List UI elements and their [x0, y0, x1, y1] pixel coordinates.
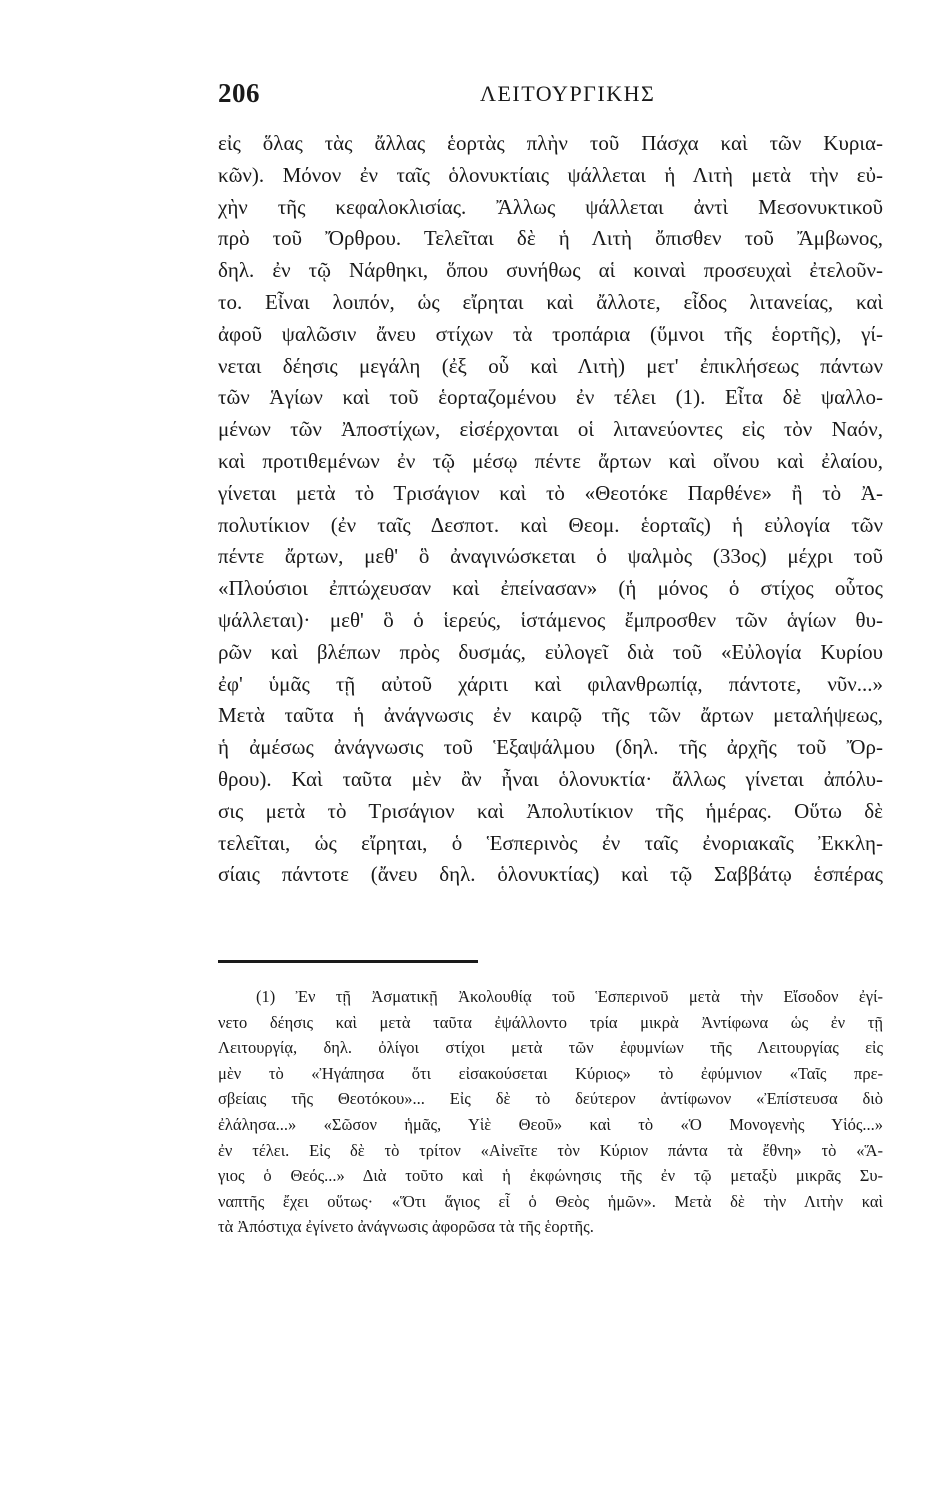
text-line: Μετὰ ταῦτα ἡ ἀνάγνωσις ἐν καιρῷ τῆς τῶν ἄρτων μεταλήψεως, — [218, 703, 883, 728]
text-line: τελεῖται, ὡς εἴρηται, ὁ Ἑσπερινὸς ἐν ταῖς ἐνοριακαῖς Ἐκκλη- — [218, 830, 883, 855]
running-head: ΛΕΙΤΟΥΡΓΙΚΗΣ — [480, 81, 656, 106]
footnote-line: σβείαις τῆς Θεοτόκου»... Εἰς δὲ τὸ δεύτερον ἀντίφωνον «Ἐπίστευσα διὸ — [218, 1089, 883, 1109]
text-line: καὶ προτιθεμένων ἐν τῷ μέσῳ πέντε ἄρτων καὶ οἴνου καὶ ἐλαίου, — [218, 448, 883, 473]
text-line: σίαις πάντοτε (ἄνευ δηλ. ὁλονυκτίας) καὶ τῷ Σαββάτῳ ἑσπέρας — [218, 862, 883, 887]
text-line: ψάλλεται)· μεθ' ὃ ὁ ἱερεύς, ἱστάμενος ἔμπροσθεν τῶν ἁγίων θυ- — [218, 607, 883, 632]
footnote-line: γιος ὁ Θεός...» Διὰ τοῦτο καὶ ἡ ἐκφώνησις τῆς ἐν τῷ μεταξὺ μικρᾶς Συ- — [218, 1166, 883, 1186]
text-line: ρῶν καὶ βλέπων πρὸς δυσμάς, εὐλογεῖ διὰ τοῦ «Εὐλογία Κυρίου — [218, 639, 883, 664]
text-line: πέντε ἄρτων, μεθ' ὃ ἀναγινώσκεται ὁ ψαλμὸς (33ος) μέχρι τοῦ — [218, 544, 883, 569]
text-line: σις μετὰ τὸ Τρισάγιον καὶ Ἀπολυτίκιον τῆς ἡμέρας. Οὕτω δὲ — [218, 798, 883, 823]
footnote-line: τὰ Ἀπόστιχα ἐγίνετο ἀνάγνωσις ἀφορῶσα τὰ τῆς ἑορτῆς. — [218, 1217, 594, 1237]
text-line: κῶν). Μόνον ἐν ταῖς ὁλονυκτίαις ψάλλεται ἡ Λιτὴ μετὰ τὴν εὐ- — [218, 162, 883, 187]
page-header — [218, 78, 883, 118]
text-line: πολυτίκιον (ἐν ταῖς Δεσποτ. καὶ Θεομ. ἑορταῖς) ἡ εὐλογία τῶν — [218, 512, 883, 537]
text-line: τῶν Ἁγίων καὶ τοῦ ἑορταζομένου ἐν τέλει (1). Εἶτα δὲ ψαλλο- — [218, 385, 883, 410]
page-number: 206 — [218, 78, 260, 108]
footnote-rule — [218, 960, 478, 963]
footnote-line: ἐν τέλει. Εἰς δὲ τὸ τρίτον «Αἰνεῖτε τὸν Κύριον πάντα τὰ ἔθνη» τὸ «Ἅ- — [218, 1140, 883, 1160]
footnote-line: μὲν τὸ «Ἠγάπησα ὅτι εἰσακούσεται Κύριος» τὸ ἐφύμνιον «Ταῖς πρε- — [218, 1063, 883, 1083]
text-line: γίνεται μετὰ τὸ Τρισάγιον καὶ τὸ «Θεοτόκε Παρθένε» ἢ τὸ Ἀ- — [218, 480, 883, 505]
main-text — [218, 128, 883, 891]
text-line: ἐφ' ὑμᾶς τῇ αὐτοῦ χάριτι καὶ φιλανθρωπίᾳ, πάντοτε, νῦν...» — [218, 671, 883, 696]
text-line: «Πλούσιοι ἐπτώχευσαν καὶ ἐπείνασαν» (ἡ μόνος ὁ στίχος οὗτος — [218, 576, 883, 601]
text-line: ἡ ἀμέσως ἀνάγνωσις τοῦ Ἑξαψάλμου (δηλ. τῆς ἀρχῆς τοῦ Ὄρ- — [218, 735, 883, 760]
text-line: πρὸ τοῦ Ὄρθρου. Τελεῖται δὲ ἡ Λιτὴ ὄπισθεν τοῦ Ἄμβωνος, — [218, 226, 883, 251]
footnote-line: νετο δέησις καὶ μετὰ ταῦτα ἐψάλλοντο τρία μικρὰ Ἀντίφωνα ὡς ἐν τῇ — [218, 1012, 883, 1032]
text-line: μένων τῶν Ἀποστίχων, εἰσέρχονται οἱ λιτανεύοντες εἰς τὸν Ναόν, — [218, 417, 883, 442]
text-line: χὴν τῆς κεφαλοκλισίας. Ἄλλως ψάλλεται ἀντὶ Μεσονυκτικοῦ — [218, 194, 883, 219]
footnote-line: ναπτῆς ἔχει οὕτως· «Ὅτι ἅγιος εἶ ὁ Θεὸς ἡμῶν». Μετὰ δὲ τὴν Λιτὴν καὶ — [218, 1191, 883, 1211]
text-line: το. Εἶναι λοιπόν, ὡς εἴρηται καὶ ἄλλοτε, εἶδος λιτανείας, καὶ — [218, 289, 883, 314]
footnote-line: Λειτουργίᾳ, δηλ. ὀλίγοι στίχοι μετὰ τῶν ἐφυμνίων τῆς Λειτουργίας εἰς — [218, 1038, 883, 1058]
footnote-line: (1) Ἐν τῇ Ἀσματικῇ Ἀκολουθίᾳ τοῦ Ἑσπερινοῦ μετὰ τὴν Εἴσοδον ἐγί- — [256, 987, 883, 1006]
text-line: νεται δέησις μεγάλη (ἐξ οὗ καὶ Λιτὴ) μετ' ἐπικλήσεως πάντων — [218, 353, 883, 378]
text-line: ἀφοῦ ψαλῶσιν ἄνευ στίχων τὰ τροπάρια (ὕμνοι τῆς ἑορτῆς), γί- — [218, 321, 883, 346]
text-line: θρου). Καὶ ταῦτα μὲν ἂν ἦναι ὁλονυκτία· ἄλλως γίνεται ἀπόλυ- — [218, 766, 883, 791]
footnote — [218, 984, 883, 1240]
text-line: εἰς ὅλας τὰς ἄλλας ἑορτὰς πλὴν τοῦ Πάσχα καὶ τῶν Κυρια- — [218, 131, 883, 155]
text-line: δηλ. ἐν τῷ Νάρθηκι, ὅπου συνήθως αἱ κοιναὶ προσευχαὶ ἐτελοῦν- — [218, 258, 883, 283]
footnote-line: ἐλάλησα...» «Σῶσον ἡμᾶς, Υἱὲ Θεοῦ» καὶ τὸ «Ὁ Μονογενὴς Υἱός...» — [218, 1114, 883, 1134]
